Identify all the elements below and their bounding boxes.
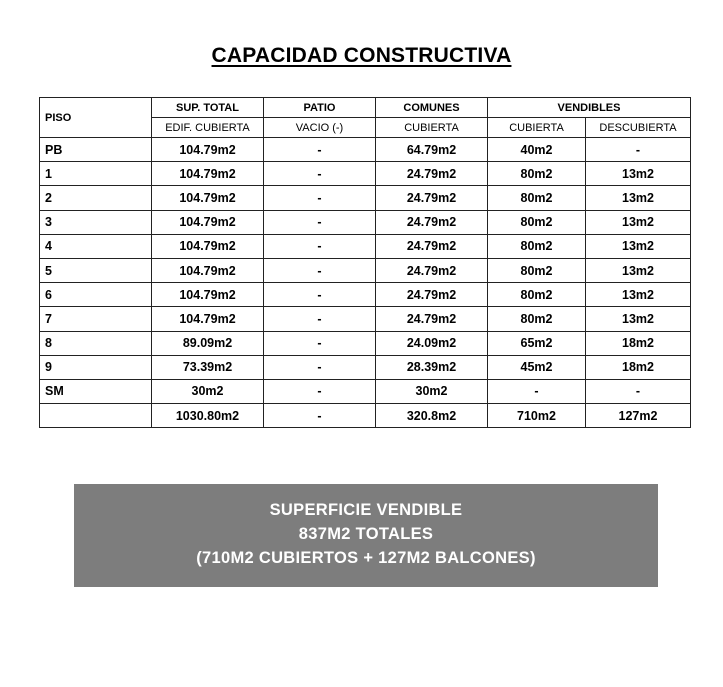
header-comunes: COMUNES [376,98,488,118]
table-cell: 45m2 [488,355,586,379]
table-cell: 104.79m2 [152,162,264,186]
table-cell: 30m2 [376,379,488,403]
table-cell: 89.09m2 [152,331,264,355]
table-cell: 7 [40,307,152,331]
table-cell: 80m2 [488,234,586,258]
header-vacio: VACIO (-) [264,118,376,138]
table-cell: - [264,258,376,282]
table-row [40,186,691,210]
table-row [40,138,691,162]
summary-line-3: (710M2 CUBIERTOS + 127M2 BALCONES) [196,549,536,567]
table-cell: 28.39m2 [376,355,488,379]
page-title: CAPACIDAD CONSTRUCTIVA [211,44,512,67]
table-cell: 104.79m2 [152,234,264,258]
table-cell: 13m2 [586,258,691,282]
table-cell: - [488,379,586,403]
table-cell: 80m2 [488,258,586,282]
table-cell: 80m2 [488,162,586,186]
table-cell: 13m2 [586,234,691,258]
table-cell: 80m2 [488,210,586,234]
header-edif-cubierta: EDIF. CUBIERTA [152,118,264,138]
header-vendibles: VENDIBLES [488,98,691,118]
table-cell: - [264,379,376,403]
table-cell: 64.79m2 [376,138,488,162]
table-row [40,283,691,307]
table-cell [40,404,152,428]
table-cell: - [264,283,376,307]
table-cell: 24.79m2 [376,307,488,331]
table-row [40,210,691,234]
summary-line-1: SUPERFICIE VENDIBLE [269,501,463,519]
table-row [40,404,691,428]
table-cell: 80m2 [488,307,586,331]
table-cell: 18m2 [586,355,691,379]
table-cell: - [264,307,376,331]
table-row [40,162,691,186]
table-cell: 13m2 [586,210,691,234]
table-cell: 24.79m2 [376,210,488,234]
table-row [40,331,691,355]
table-cell: 18m2 [586,331,691,355]
table-cell: 24.79m2 [376,162,488,186]
table-cell: - [264,234,376,258]
capacity-table [39,97,691,428]
table-cell: 13m2 [586,186,691,210]
header-descubierta: DESCUBIERTA [586,118,691,138]
table-cell: - [264,331,376,355]
table-cell: 73.39m2 [152,355,264,379]
table-cell: 30m2 [152,379,264,403]
header-vendibles-cubierta: CUBIERTA [488,118,586,138]
table-cell: - [264,186,376,210]
table-cell: 3 [40,210,152,234]
table-cell: 80m2 [488,283,586,307]
table-cell: 24.09m2 [376,331,488,355]
table-cell: 104.79m2 [152,283,264,307]
summary-line-2: 837M2 TOTALES [298,525,434,543]
table-cell: 104.79m2 [152,258,264,282]
table-cell: - [264,355,376,379]
table-cell: 5 [40,258,152,282]
table-cell: 104.79m2 [152,307,264,331]
table-row [40,258,691,282]
table-cell: - [264,138,376,162]
table-cell: 13m2 [586,162,691,186]
table-cell: 710m2 [488,404,586,428]
table-cell: 8 [40,331,152,355]
header-sup-total: SUP. TOTAL [152,98,264,118]
table-row [40,379,691,403]
table-cell: SM [40,379,152,403]
table-cell: 65m2 [488,331,586,355]
table-row [40,355,691,379]
table-row [40,234,691,258]
table-cell: - [264,162,376,186]
table-cell: 104.79m2 [152,210,264,234]
header-piso: PISO [40,98,152,138]
table-cell: 40m2 [488,138,586,162]
table-cell: - [264,404,376,428]
table-cell: 1030.80m2 [152,404,264,428]
table-cell: 9 [40,355,152,379]
header-patio: PATIO [264,98,376,118]
table-cell: PB [40,138,152,162]
table-cell: - [264,210,376,234]
table-cell: 13m2 [586,307,691,331]
table-cell: 1 [40,162,152,186]
table-cell: 24.79m2 [376,186,488,210]
table-body [40,138,691,428]
table-cell: 80m2 [488,186,586,210]
table-cell: 4 [40,234,152,258]
table-cell: 6 [40,283,152,307]
header-row-1 [40,98,691,118]
table-cell: - [586,138,691,162]
table-cell: 2 [40,186,152,210]
table-cell: 13m2 [586,283,691,307]
table-cell: - [586,379,691,403]
summary-box [74,484,658,587]
table-cell: 24.79m2 [376,234,488,258]
header-cubierta: CUBIERTA [376,118,488,138]
table-row [40,307,691,331]
table-cell: 320.8m2 [376,404,488,428]
table-cell: 104.79m2 [152,138,264,162]
table-cell: 24.79m2 [376,258,488,282]
table-cell: 127m2 [586,404,691,428]
table-cell: 24.79m2 [376,283,488,307]
table-cell: 104.79m2 [152,186,264,210]
